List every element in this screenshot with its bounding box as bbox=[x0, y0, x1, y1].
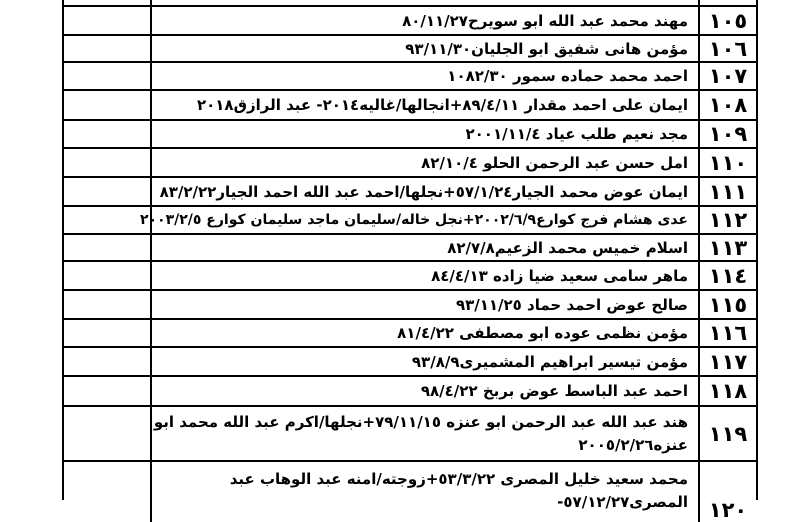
row-number: ١١٢ bbox=[708, 208, 748, 232]
empty-cell bbox=[64, 377, 152, 405]
table-row bbox=[64, 0, 756, 7]
table-row bbox=[64, 207, 756, 235]
row-number: ١١٧ bbox=[708, 349, 748, 374]
name-cell: احمد محمد حماده سمور ١٠٨٢/٣٠ bbox=[152, 63, 700, 89]
empty-cell bbox=[64, 262, 152, 289]
table-row bbox=[64, 63, 756, 91]
row-number: ١١٩ bbox=[708, 421, 748, 446]
name-cell: محمد سعيد خليل المصرى ٥٣/٣/٢٢+زوجته/امنه عبد الوهاب عبد المصرى٥٧/١٢/٢٧- bbox=[152, 462, 700, 522]
name-cell: امل حسن عبد الرحمن الحلو ٨٢/١٠/٤ bbox=[152, 149, 700, 176]
name-cell: صالح عوض احمد حماد ٩٣/١١/٢٥ bbox=[152, 291, 700, 318]
table-row bbox=[64, 262, 756, 291]
table-row bbox=[64, 291, 756, 320]
empty-cell bbox=[64, 320, 152, 346]
empty-cell bbox=[64, 407, 152, 460]
table-row bbox=[64, 149, 756, 178]
name-cell: مجد نعيم طلب عياد ٢٠٠١/١١/٤ bbox=[152, 121, 700, 147]
row-number: ١٠٥ bbox=[708, 8, 748, 33]
name-cell: مؤمن نظمى عوده ابو مصطفى ٨١/٤/٢٢ bbox=[152, 320, 700, 346]
name-cell: ايمان عوض محمد الجيار٥٧/١/٢٤+نجلها/احمد عبد الله احمد الجيار٨٣/٢/٢٢ bbox=[152, 178, 700, 205]
name-cell: اسلام خميس محمد الزعيم٨٢/٧/٨ bbox=[152, 235, 700, 260]
table-row bbox=[64, 235, 756, 262]
empty-cell bbox=[64, 348, 152, 375]
row-number: ١١٦ bbox=[708, 321, 748, 345]
row-number: ١١٣ bbox=[708, 235, 748, 260]
table-row bbox=[64, 7, 756, 36]
row-number: ١١١ bbox=[708, 179, 748, 204]
empty-cell bbox=[64, 462, 152, 522]
row-number: ١١٥ bbox=[708, 292, 748, 317]
row-number: ١١٠ bbox=[708, 150, 748, 175]
row-number: ١٠٩ bbox=[708, 122, 748, 146]
table-row bbox=[64, 36, 756, 63]
table-row bbox=[64, 462, 756, 522]
empty-cell bbox=[64, 178, 152, 205]
empty-cell bbox=[64, 91, 152, 119]
empty-cell bbox=[64, 36, 152, 61]
row-number: ١١٤ bbox=[708, 263, 748, 288]
table-row bbox=[64, 377, 756, 407]
name-cell: احمد عبد الباسط عوض بربخ ٩٨/٤/٢٢ bbox=[152, 377, 700, 405]
row-number: ١٠٦ bbox=[708, 36, 748, 61]
name-cell: مؤمن تيسير ابراهيم المشميرى٩٣/٨/٩ bbox=[152, 348, 700, 375]
name-cell: ايمان على احمد مقدار ٨٩/٤/١١+انجالها/غاليه٢٠١٤- عبد الرازق٢٠١٨ bbox=[152, 91, 700, 119]
table-row bbox=[64, 320, 756, 348]
row-number: ١٠٨ bbox=[708, 93, 748, 117]
empty-cell bbox=[64, 7, 152, 34]
name-cell: مهند محمد عبد الله ابو سويرح٨٠/١١/٢٧ bbox=[152, 7, 700, 34]
name-cell: هند عبد الله عبد الرحمن ابو عنزه ٧٩/١١/١٥+نجلها/اكرم عبد الله محمد ابو عنزه٢٠٠٥/٢/٢٦ bbox=[152, 407, 700, 460]
names-table bbox=[62, 0, 758, 522]
table-row bbox=[64, 348, 756, 377]
empty-cell bbox=[64, 0, 152, 5]
name-cell: مؤمن هانى شفيق ابو الجليان٩٣/١١/٣٠ bbox=[152, 36, 700, 61]
table-row bbox=[64, 178, 756, 207]
empty-cell bbox=[64, 63, 152, 89]
row-number: ١٠٧ bbox=[708, 64, 748, 88]
empty-cell bbox=[64, 121, 152, 147]
table-row bbox=[64, 91, 756, 121]
table-row bbox=[64, 407, 756, 462]
empty-cell bbox=[64, 235, 152, 260]
empty-cell bbox=[64, 149, 152, 176]
row-number: ١١٨ bbox=[708, 379, 748, 403]
name-cell bbox=[152, 0, 700, 5]
empty-cell bbox=[64, 207, 152, 233]
empty-cell bbox=[64, 291, 152, 318]
row-number: ١٢٠ bbox=[708, 498, 748, 522]
table-row bbox=[64, 121, 756, 149]
name-cell: ماهر سامى سعيد ضيا زاده ٨٤/٤/١٣ bbox=[152, 262, 700, 289]
name-cell: عدى هشام فرج كوارع٢٠٠٢/٦/٩+نجل خاله/سليمان ماجد سليمان كوارع ٢٠٠٣/٢/٥ bbox=[152, 207, 700, 233]
row-number bbox=[700, 0, 756, 5]
